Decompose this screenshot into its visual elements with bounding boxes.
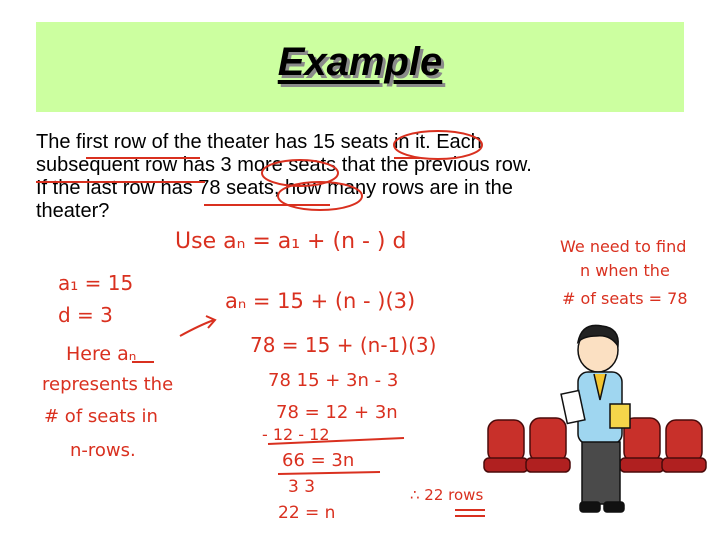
note-line-4: n-rows. — [70, 440, 136, 461]
step-4: 78 = 12 + 3n — [276, 402, 398, 423]
problem-line-2: subsequent row has 3 more seats that the previous row. — [36, 154, 532, 176]
side-note-1: We need to find — [560, 237, 687, 256]
circle-seats — [394, 131, 482, 159]
step-5: - 12 - 12 — [262, 425, 330, 444]
fraction-line — [278, 472, 380, 474]
problem-circles — [262, 131, 482, 210]
person-icon — [561, 325, 630, 512]
note-line-1: Here aₙ — [66, 343, 137, 365]
problem-line-1: The first row of the theater has 15 seats in it. Each — [36, 131, 482, 153]
side-note-2: n when the — [580, 261, 670, 280]
given-a1: a₁ = 15 — [58, 271, 134, 295]
formula-use: Use aₙ = a₁ + (n - ) d — [175, 229, 407, 254]
step-1: aₙ = 15 + (n - )(3) — [225, 289, 416, 313]
step-8: 22 = n — [278, 503, 336, 523]
step-7: 3 3 — [288, 477, 316, 497]
note-line-2: represents the — [42, 374, 174, 395]
step-3: 78 15 + 3n - 3 — [268, 370, 399, 391]
teacher-clipart — [470, 320, 710, 520]
note-line-3: # of seats in — [44, 406, 158, 427]
problem-line-3: If the last row has 78 seats, how many rows are in the — [36, 177, 513, 199]
side-note-3: # of seats = 78 — [562, 289, 688, 308]
given-d: d = 3 — [58, 303, 113, 327]
slide-title: Example — [277, 40, 443, 84]
problem-line-4: theater? — [36, 200, 110, 222]
step-6: 66 = 3n — [282, 450, 355, 471]
conclusion: ∴ 22 rows — [410, 486, 484, 504]
step-2: 78 = 15 + (n-1)(3) — [250, 333, 437, 357]
